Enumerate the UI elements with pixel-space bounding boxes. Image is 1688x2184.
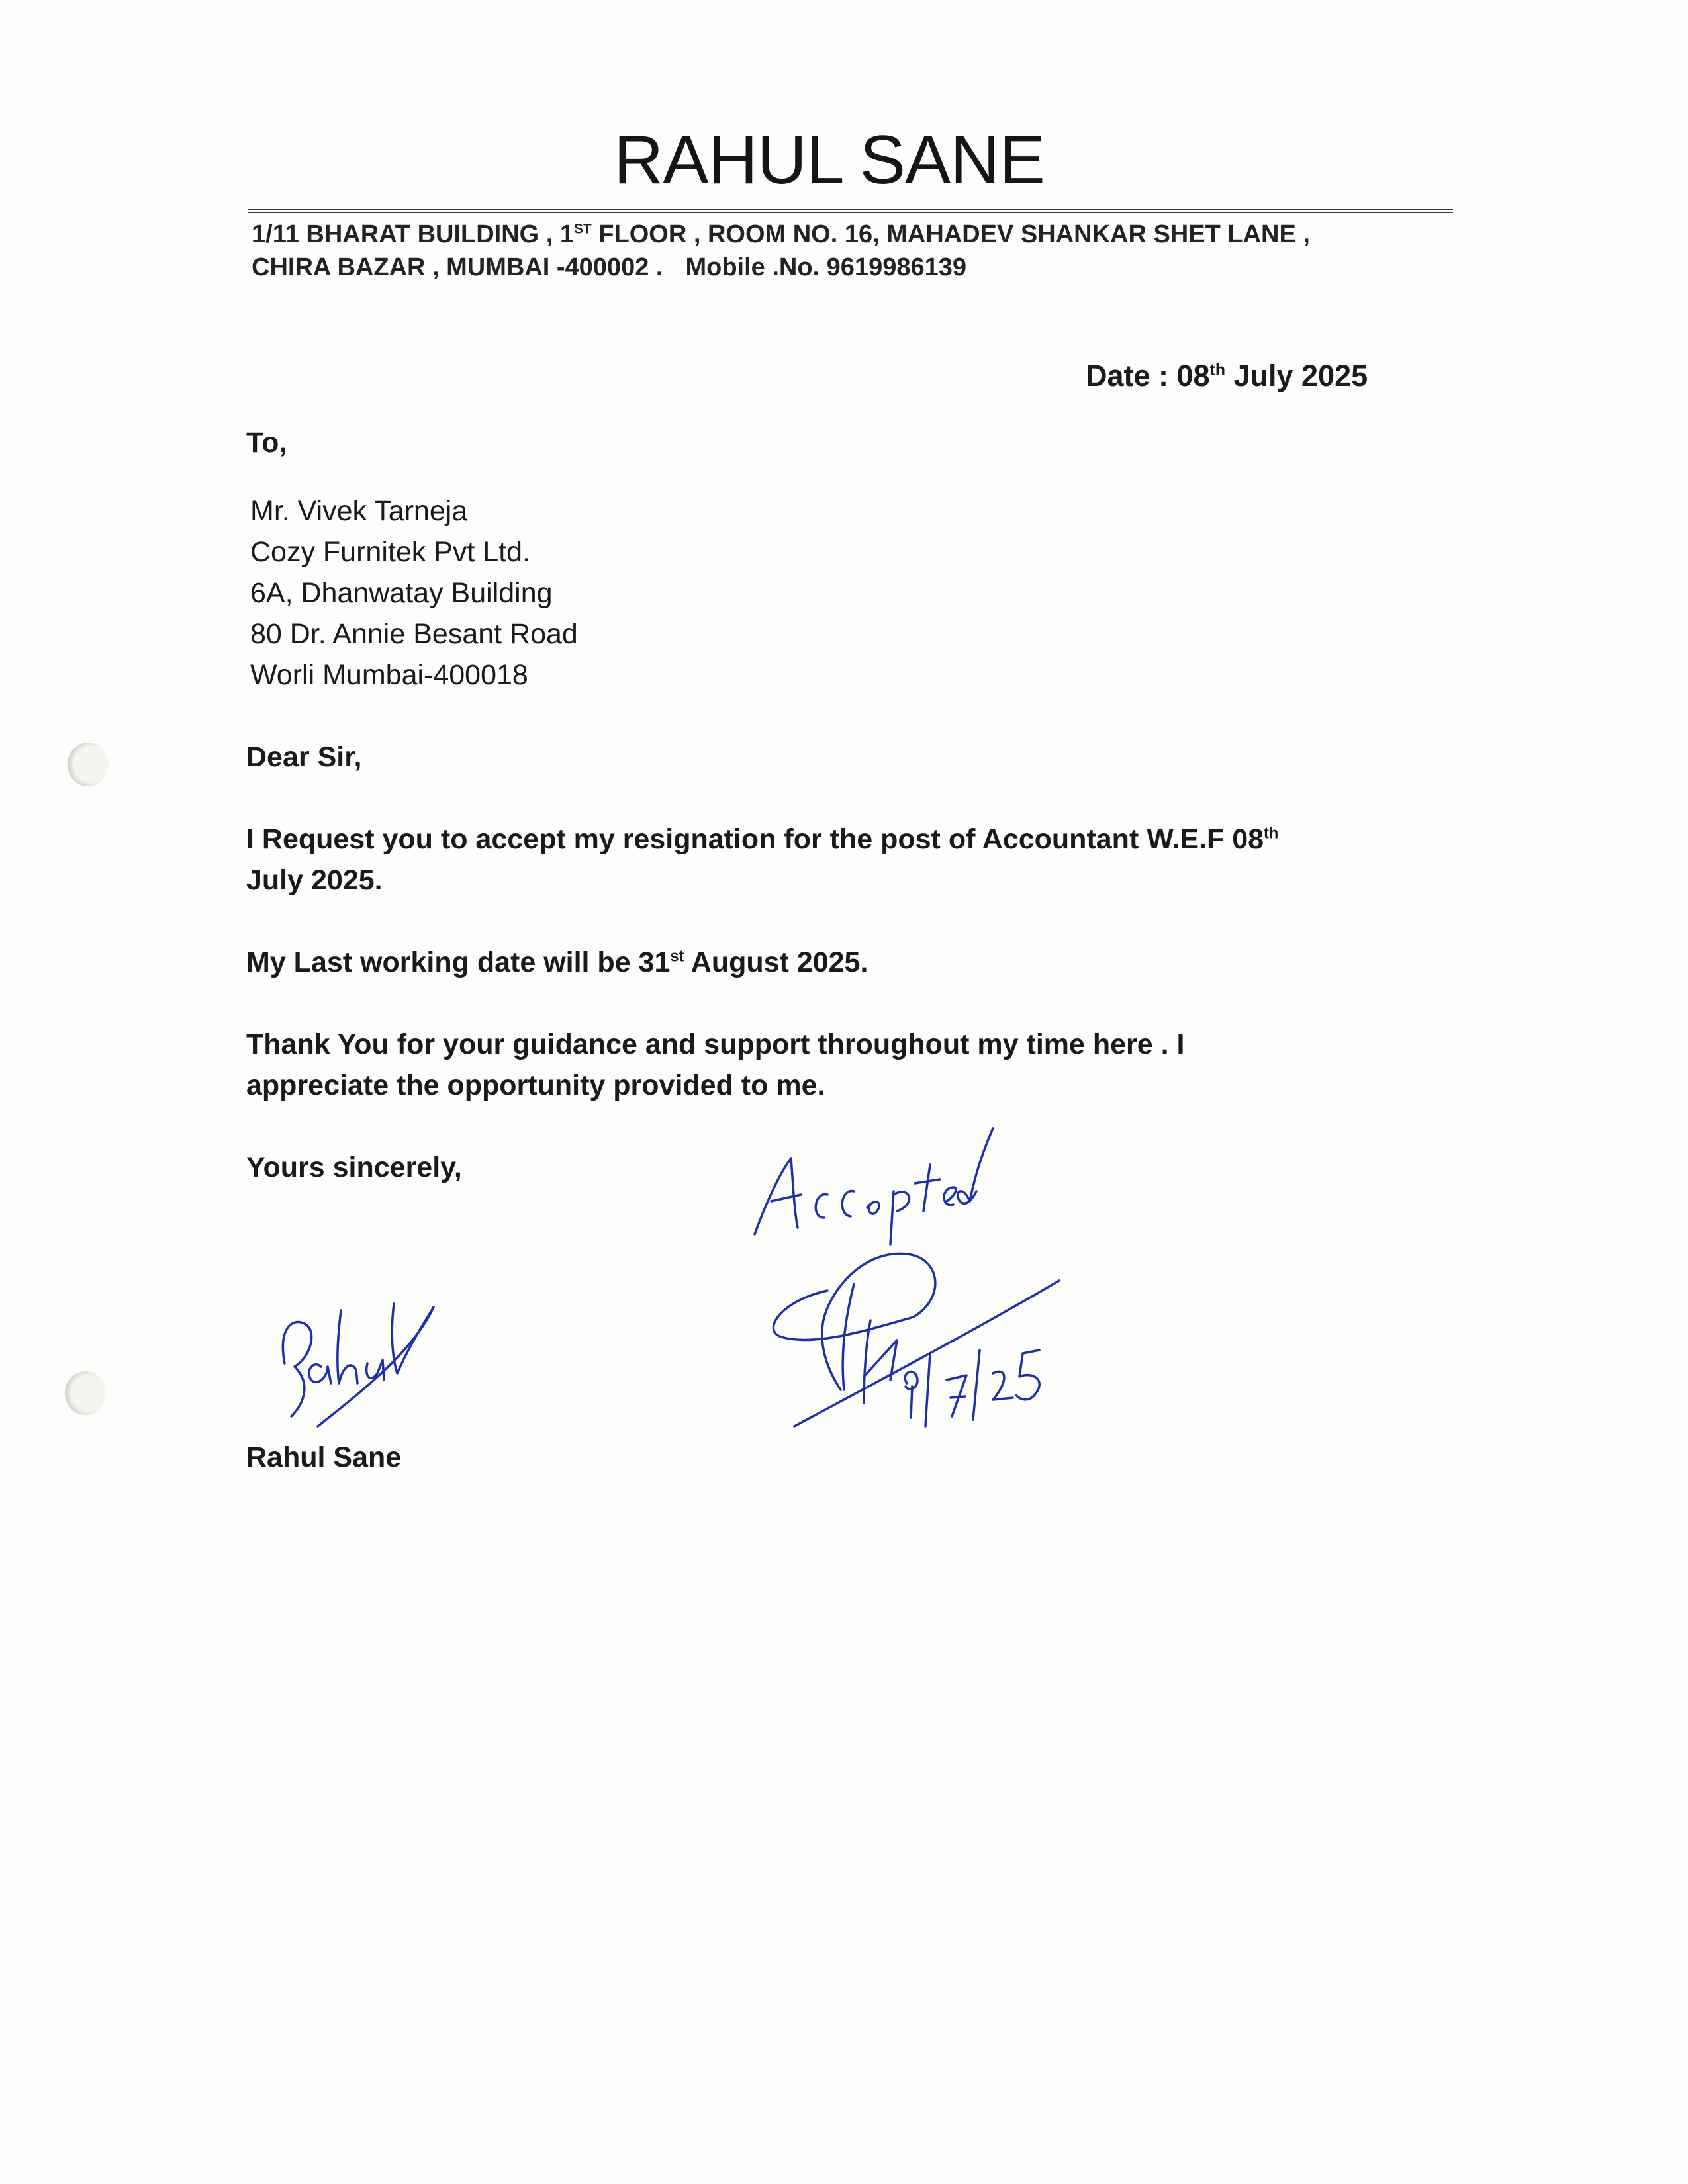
paragraph-1-line-2: July 2025.: [246, 864, 383, 896]
date-end: July 2025: [1225, 359, 1368, 392]
address-line-1-start: 1/11 BHARAT BUILDING , 1: [252, 220, 575, 248]
punch-hole: [68, 743, 109, 786]
date-start: Date : 08: [1086, 359, 1210, 392]
paragraph-2-end: August 2025.: [684, 946, 868, 978]
accepted-note-icon: [741, 1118, 1006, 1251]
to-label: To,: [246, 427, 287, 459]
paragraph-1-superscript: th: [1264, 825, 1279, 842]
recipient-line: Worli Mumbai-400018: [250, 659, 528, 691]
paragraph-3-line-2: appreciate the opportunity provided to me.: [246, 1069, 825, 1101]
recipient-line: 80 Dr. Annie Besant Road: [250, 618, 578, 650]
address-line-1-superscript: ST: [574, 221, 592, 237]
acceptance-signature-icon: [755, 1244, 1079, 1443]
mobile-number: Mobile .No. 9619986139: [685, 253, 967, 281]
paragraph-1-start: I Request you to accept my resignation for the post of Accountant W.E.F 08: [246, 823, 1264, 855]
paragraph-1-line-1: [246, 825, 1278, 854]
letterhead-address-line-1: [252, 222, 1310, 247]
letterhead-name: RAHUL SANE: [614, 122, 1045, 199]
address-line-1-end: FLOOR , ROOM NO. 16, MAHADEV SHANKAR SHET LANE ,: [591, 220, 1310, 248]
letterhead-address-line-2: [252, 255, 966, 280]
punch-hole: [65, 1371, 106, 1415]
recipient-line: 6A, Dhanwatay Building: [250, 577, 553, 609]
recipient-address: [250, 490, 578, 696]
letterhead-divider: [248, 209, 1453, 213]
rahul-signature-icon: [265, 1251, 463, 1436]
address-line-2: CHIRA BAZAR , MUMBAI -400002 .: [252, 253, 663, 281]
recipient-line: Cozy Furnitek Pvt Ltd.: [250, 536, 530, 568]
signatory-name: Rahul Sane: [246, 1441, 402, 1473]
date-superscript: th: [1209, 361, 1225, 379]
paragraph-2-superscript: st: [670, 948, 684, 966]
salutation: Dear Sir,: [246, 741, 362, 773]
letter-date: [1086, 361, 1368, 390]
paragraph-2-start: My Last working date will be 31: [246, 946, 671, 978]
closing: Yours sincerely,: [246, 1152, 462, 1183]
paragraph-2: [246, 948, 868, 977]
recipient-line: Mr. Vivek Tarneja: [250, 495, 468, 527]
paragraph-3-line-1: Thank You for your guidance and support throughout my time here . I: [246, 1028, 1185, 1060]
